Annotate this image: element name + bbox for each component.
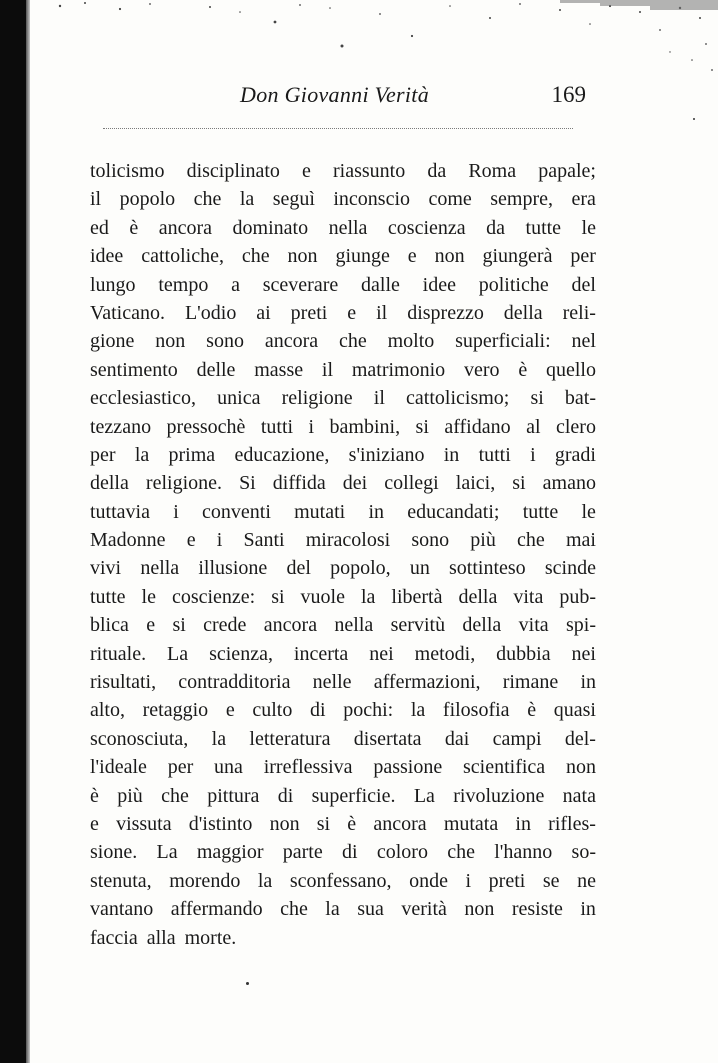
text-line: vivi nella illusione del popolo, un sottinteso scinde (90, 557, 596, 580)
body-text (90, 157, 596, 952)
scan-speck (246, 982, 249, 985)
text-line: tezzano pressochè tutti i bambini, si affidano al clero (90, 415, 596, 438)
text-line: ecclesiastico, unica religione il cattolicismo; si bat- (90, 387, 596, 410)
text-line: tutte le coscienze: si vuole la libertà della vita pub- (90, 585, 596, 608)
text-line: sconosciuta, la letteratura disertata dai campi del- (90, 727, 596, 750)
page-binding-shadow (26, 0, 30, 1063)
text-line: e vissuta d'istinto non si è ancora mutata in rifles- (90, 812, 596, 835)
text-line: l'ideale per una irreflessiva passione scientifica non (90, 756, 596, 779)
header-rule (103, 128, 573, 129)
scan-speck (693, 118, 695, 120)
text-line: per la prima educazione, s'iniziano in tutti i gradi (90, 443, 596, 466)
text-line: alto, retaggio e culto di pochi: la filosofia è quasi (90, 699, 596, 722)
page-binding-edge (0, 0, 26, 1063)
page-header (90, 76, 596, 116)
text-line: ed è ancora dominato nella coscienza da tutte le (90, 216, 596, 239)
text-line: vantano affermando che la sua verità non resiste in (90, 898, 596, 921)
text-line: gione non sono ancora che molto superficiali: nel (90, 330, 596, 353)
text-line: tolicismo disciplinato e riassunto da Roma papale; (90, 160, 596, 182)
text-line: stenuta, morendo la sconfessano, onde i preti se ne (90, 869, 596, 892)
text-line: il popolo che la seguì inconscio come sempre, era (90, 188, 596, 211)
text-line: della religione. Si diffida dei collegi laici, si amano (90, 472, 596, 495)
text-line: idee cattoliche, che non giunge e non giungerà per (90, 245, 596, 268)
text-line: risultati, contradditoria nelle affermazioni, rimane in (90, 671, 596, 694)
text-line: sione. La maggior parte di coloro che l'hanno so- (90, 841, 596, 864)
text-line: sentimento delle masse il matrimonio vero è quello (90, 358, 596, 381)
text-line: tuttavia i conventi mutati in educandati; tutte le (90, 500, 596, 523)
text-line: rituale. La scienza, incerta nei metodi, dubbia nei (90, 642, 596, 665)
text-line: blica e si crede ancora nella servitù della vita spi- (90, 614, 596, 637)
text-line: lungo tempo a sceverare dalle idee politiche del (90, 273, 596, 296)
text-line: faccia alla morte. (90, 926, 237, 949)
running-title: Don Giovanni Verità (240, 82, 430, 107)
text-line: Madonne e i Santi miracolosi sono più che mai (90, 529, 596, 552)
text-line: è più che pittura di superficie. La rivoluzione nata (90, 784, 596, 807)
text-line: Vaticano. L'odio ai preti e il disprezzo della reli- (90, 301, 596, 324)
page-number: 169 (551, 82, 586, 107)
